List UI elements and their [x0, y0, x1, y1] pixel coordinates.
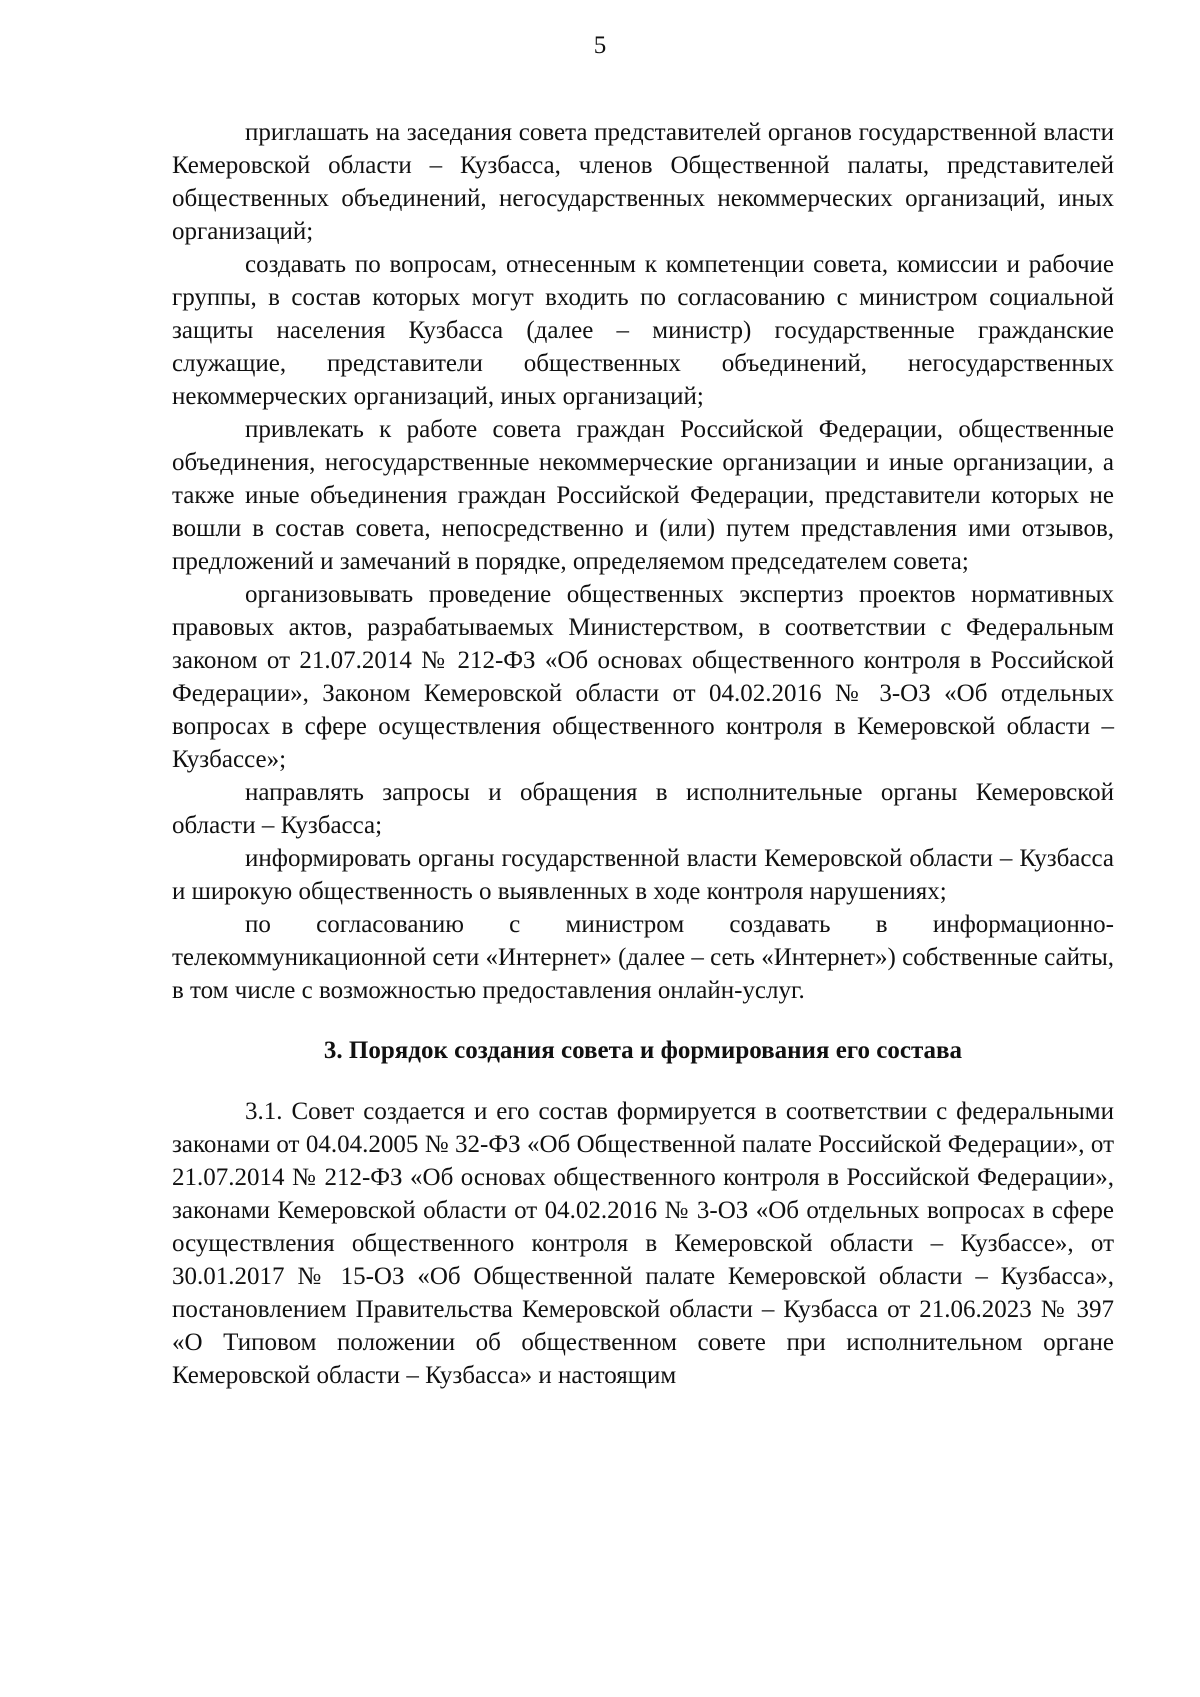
paragraph-involve: привлекать к работе совета граждан Российской Федерации, общественные объединения, негосударственные некоммерческие организации и иные организации, а также иные объединения граждан Российской Федерации, представители которых не вошли в состав совета, непосредственно и (или) путем представления ими отзывов, предложений и замечаний в порядке, определяемом председателем совета;	[172, 416, 1114, 575]
document-body	[172, 116, 1114, 1392]
paragraph-invite: приглашать на заседания совета представителей органов государственной власти Кемеровской области – Кузбасса, членов Общественной палаты, представителей общественных объединений, негосударственных некоммерческих организаций, иных организаций;	[172, 119, 1114, 245]
paragraph-inform: информировать органы государственной власти Кемеровской области – Кузбасса и широкую общественность о выявленных в ходе контроля нарушениях;	[172, 845, 1114, 905]
paragraph-commissions: создавать по вопросам, отнесенным к компетенции совета, комиссии и рабочие группы, в состав которых могут входить по согласованию с министром социальной защиты населения Кузбасса (далее – министр) государственные гражданские служащие, представители общественных объединений, негосударственных некоммерческих организаций, иных организаций;	[172, 251, 1114, 410]
paragraph-websites: по согласованию с министром создавать в информационно-телекоммуникационной сети «Интернет» (далее – сеть «Интернет») собственные сайты, в том числе с возможностью предоставления онлайн-услуг.	[172, 911, 1114, 1004]
page-number: 5	[593, 32, 607, 59]
paragraph-expertise: организовывать проведение общественных экспертиз проектов нормативных правовых актов, разрабатываемых Министерством, в соответствии с Федеральным законом от 21.07.2014 № 212-ФЗ «Об основах общественного контроля в Российской Федерации», Законом Кемеровской области от 04.02.2016 № 3-ОЗ «Об отдельных вопросах в сфере осуществления общественного контроля в Кемеровской области – Кузбассе»;	[172, 581, 1114, 773]
paragraph-requests: направлять запросы и обращения в исполнительные органы Кемеровской области – Кузбасса;	[172, 779, 1114, 839]
section-heading: 3. Порядок создания совета и формирования его состава	[323, 1037, 963, 1064]
paragraph-3-1: 3.1. Совет создается и его состав формируется в соответствии с федеральными законами от 04.04.2005 № 32-ФЗ «Об Общественной палате Российской Федерации», от 21.07.2014 № 212-ФЗ «Об основах общественного контроля в Российской Федерации», законами Кемеровской области от 04.02.2016 № 3-ОЗ «Об отдельных вопросах в сфере осуществления общественного контроля в Кемеровской области – Кузбассе», от 30.01.2017 № 15-ОЗ «Об Общественной палате Кемеровской области – Кузбасса», постановлением Правительства Кемеровской области – Кузбасса от 21.06.2023 № 397 «О Типовом положении об общественном совете при исполнительном органе Кемеровской области – Кузбасса» и настоящим	[172, 1098, 1114, 1389]
